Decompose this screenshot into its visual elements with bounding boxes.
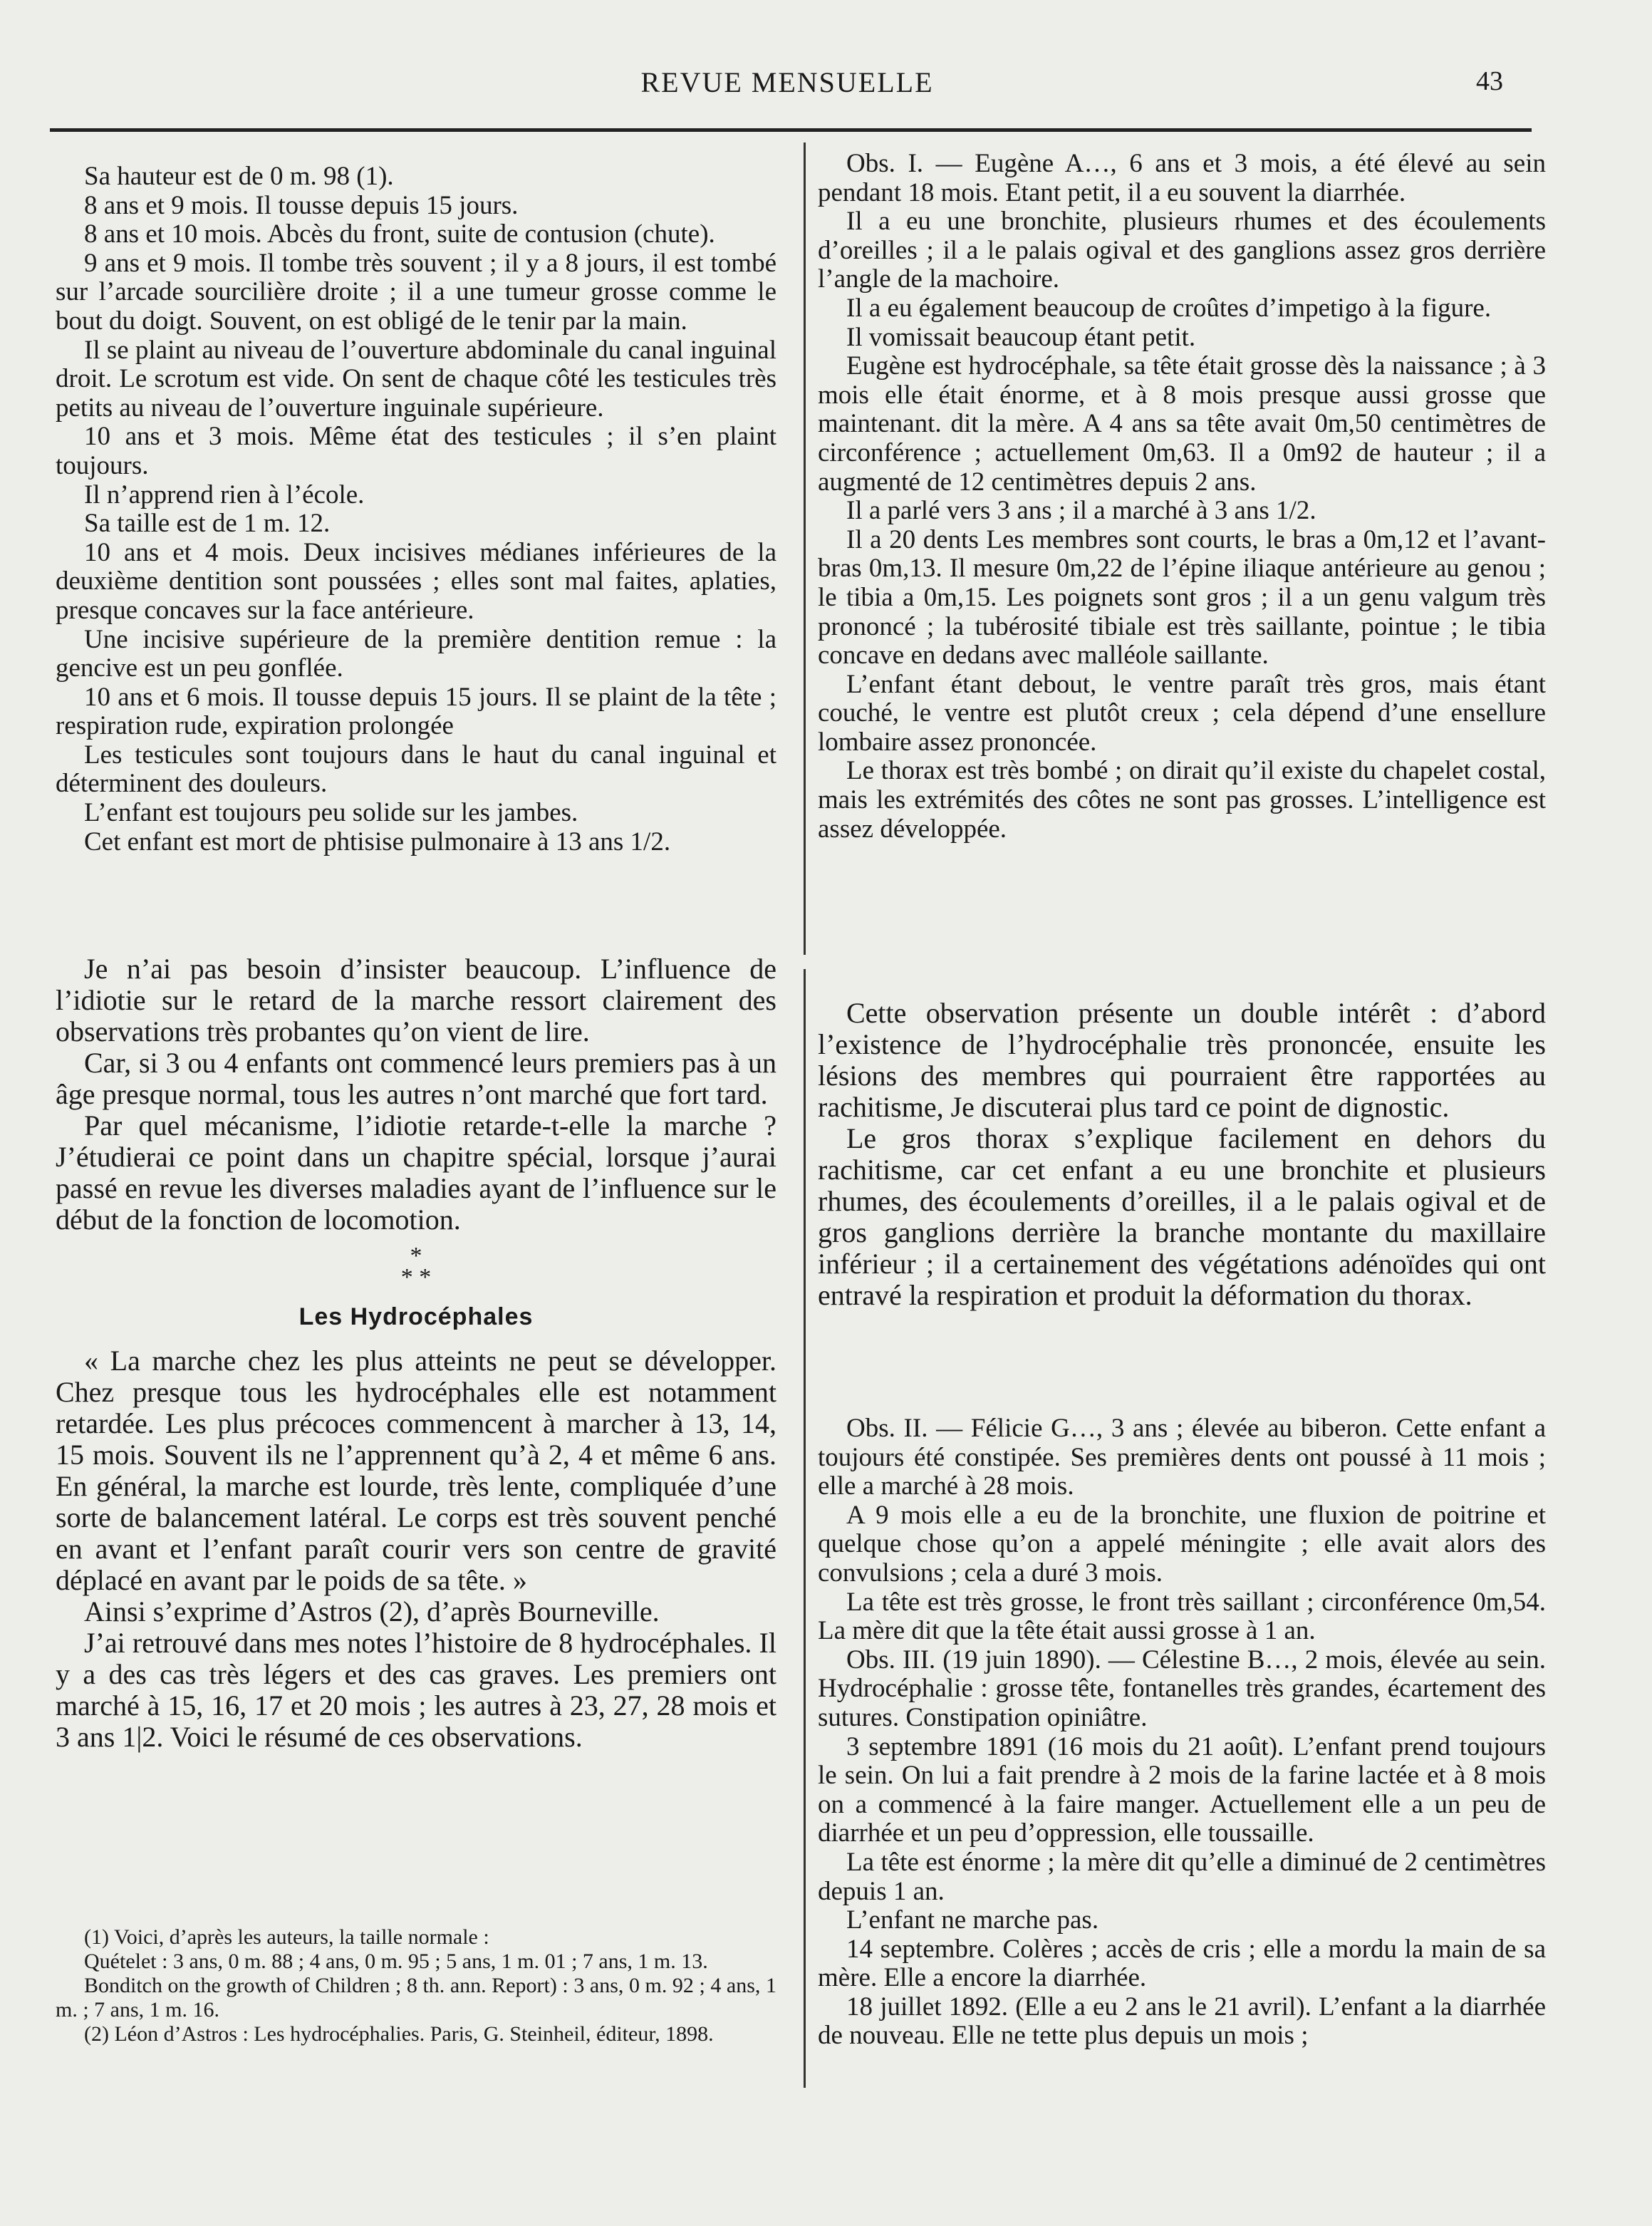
paragraph: Il n’apprend rien à l’école. <box>84 480 365 509</box>
section-heading: Les Hydrocéphales <box>298 1303 534 1330</box>
footnote: (1) Voici, d’après les auteurs, la taille normale : <box>84 1925 489 1949</box>
paragraph: J’ai retrouvé dans mes notes l’histoire de 8 hydrocéphales. Il y a des cas très légers et des cas graves. Les premiers ont marché à 15, 16, 17 et 20 mois ; les autres à 23, 27, 28 mois et 3 ans 1|2. Voici le résumé de ces observations. <box>56 1627 776 1753</box>
paragraph: Car, si 3 ou 4 enfants ont commencé leurs premiers pas à un âge presque normal, tous les autres n’ont marché que fort tard. <box>56 1047 776 1110</box>
paragraph: L’enfant ne marche pas. <box>846 1905 1099 1935</box>
paragraph: Par quel mécanisme, l’idiotie retarde-t-elle la marche ? J’étudierai ce point dans un chapitre spécial, lorsque j’aurai passé en revue les diverses maladies ayant de l’influence sur le début de la fonction de locomotion. <box>56 1109 776 1236</box>
paragraph: Les testicules sont toujours dans le haut du canal inguinal et déterminent des douleurs. <box>56 740 776 799</box>
paragraph: A 9 mois elle a eu de la bronchite, une fluxion de poitrine et quelque chose qu’on a appelé méningite ; elle avait alors des convulsions ; cela a duré 3 mois. <box>818 1500 1546 1588</box>
paragraph: La tête est énorme ; la mère dit qu’elle a diminué de 2 centimètres depuis 1 an. <box>818 1847 1546 1906</box>
paragraph: 10 ans et 6 mois. Il tousse depuis 15 jours. Il se plaint de la tête ; respiration rude, expiration prolongée <box>56 682 776 741</box>
page-header <box>57 66 1517 108</box>
page-number: 43 <box>1476 66 1503 96</box>
running-title: REVUE MENSUELLE <box>640 66 934 98</box>
column-rule <box>804 143 806 955</box>
paragraph: Sa taille est de 1 m. 12. <box>84 509 331 539</box>
paragraph: L’enfant est toujours peu solide sur les jambes. <box>84 798 578 828</box>
footnote: (2) Léon d’Astros : Les hydrocéphalies. Paris, G. Steinheil, éditeur, 1898. <box>84 2022 714 2046</box>
paragraph: Ainsi s’exprime d’Astros (2), d’après Bourneville. <box>84 1595 660 1627</box>
right-column <box>818 150 1546 844</box>
section-stars: * * * <box>400 1243 432 1290</box>
paragraph: Il se plaint au niveau de l’ouverture abdominale du canal inguinal droit. Le scrotum est vide. On sent de chaque côté les testicules très petits au niveau de l’ouverture inguinale supérieure. <box>56 335 776 423</box>
left-column <box>56 162 776 856</box>
paragraph: Il a 20 dents Les membres sont courts, le bras a 0m,12 et l’avant-bras 0m,13. Il mesure 0m,22 de l’épine iliaque antérieure au genou ; le tibia a 0m,15. Les poignets sont gros ; il a un genu valgum très prononcé ; la tubérosité tibiale est très saillante, pointue ; le tibia concave en dedans avec malléole saillante. <box>818 524 1546 671</box>
paragraph: Il a parlé vers 3 ans ; il a marché à 3 ans 1/2. <box>846 496 1316 526</box>
paragraph: Une incisive supérieure de la première dentition remue : la gencive est un peu gonflée. <box>56 624 776 683</box>
paragraph: Sa hauteur est de 0 m. 98 (1). <box>84 162 394 191</box>
footnote: Bonditch on the growth of Children ; 8 th. ann. Report) : 3 ans, 0 m. 92 ; 4 ans, 1 m. ; 7 ans, 1 m. 16. <box>56 1974 776 2021</box>
paragraph: Eugène est hydrocéphale, sa tête était grosse dès la naissance ; à 3 mois elle était énorme, et à 8 mois presque aussi grosse que maintenant. dit la mère. A 4 ans sa tête avait 0m,50 centimètres de circonférence ; actuellement 0m,63. Il a 0m92 de hauteur ; il a augmenté de 12 centimètres depuis 2 ans. <box>818 351 1546 497</box>
paragraph: 3 septembre 1891 (16 mois du 21 août). L’enfant prend toujours le sein. On lui a fait prendre à 2 mois de la farine lactée et à 8 mois on a commencé à la faire manger. Actuellement elle a un peu de diarrhée et un peu d’oppression, elle toussaille. <box>818 1731 1546 1848</box>
column-rule <box>804 969 806 2088</box>
paragraph: Il a eu également beaucoup de croûtes d’impetigo à la figure. <box>846 293 1492 323</box>
header-rule <box>50 128 1532 132</box>
paragraph: Je n’ai pas besoin d’insister beaucoup. L’influence de l’idiotie sur le retard de la marche ressort clairement des observations très probantes qu’on vient de lire. <box>56 953 776 1047</box>
paragraph: Il vomissait beaucoup étant petit. <box>846 322 1196 352</box>
paragraph: Obs. II. — Félicie G…, 3 ans ; élevée au biberon. Cette enfant a toujours été constipée. Ses premières dents ont poussé à 11 mois ; elle a marché à 28 mois. <box>818 1414 1546 1501</box>
paragraph: L’enfant étant debout, le ventre paraît très gros, mais étant couché, le ventre est plutôt creux ; cela dépend d’une ensellure lombaire assez prononcée. <box>818 669 1546 757</box>
paragraph: Obs. III. (19 juin 1890). — Célestine B…, 2 mois, élevée au sein. Hydrocéphalie : grosse tête, fontanelles très grandes, écartement des sutures. Constipation opiniâtre. <box>818 1645 1546 1732</box>
paragraph: Le gros thorax s’explique facilement en dehors du rachitisme, car cet enfant a eu une bronchite et plusieurs rhumes, des écoulements d’oreilles, il a le palais ogival et de gros ganglions derrière la branche montante du maxillaire inférieur ; il a certainement des végétations adénoïdes qui ont entravé la respiration et produit la déformation du thorax. <box>818 1122 1546 1311</box>
paragraph: 8 ans et 9 mois. Il tousse depuis 15 jours. <box>84 190 519 220</box>
paragraph: Cet enfant est mort de phtisise pulmonaire à 13 ans 1/2. <box>84 827 671 856</box>
paragraph: Obs. I. — Eugène A…, 6 ans et 3 mois, a été élevé au sein pendant 18 mois. Etant petit, il a eu souvent la diarrhée. <box>818 149 1546 207</box>
paragraph: « La marche chez les plus atteints ne peut se développer. Chez presque tous les hydrocéphales elle est notamment retardée. Les plus précoces commencent à marcher à 13, 14, 15 mois. Souvent ils ne l’apprennent qu’à 2, 4 et même 6 ans. En général, la marche est lourde, très lente, compliquée d’une sorte de balancement latéral. Le corps est très souvent penché en avant et l’enfant paraît courir vers son centre de gravité déplacé en avant par le poids de sa tête. » <box>56 1345 776 1596</box>
paragraph: 18 juillet 1892. (Elle a eu 2 ans le 21 avril). L’enfant a la diarrhée de nouveau. Elle ne tette plus depuis un mois ; <box>818 1992 1546 2051</box>
paragraph: 10 ans et 3 mois. Même état des testicules ; il s’en plaint toujours. <box>56 422 776 480</box>
paragraph: La tête est très grosse, le front très saillant ; circonférence 0m,54. La mère dit que la tête était aussi grosse à 1 an. <box>818 1587 1546 1646</box>
paragraph: Il a eu une bronchite, plusieurs rhumes et des écoulements d’oreilles ; il a le palais ogival et des ganglions assez gros derrière l’angle de la machoire. <box>818 207 1546 294</box>
paragraph: 9 ans et 9 mois. Il tombe très souvent ; il y a 8 jours, il est tombé sur l’arcade sourcilière droite ; il a une tumeur grosse comme le bout du doigt. Souvent, on est obligé de le tenir par la main. <box>56 248 776 336</box>
paragraph: Le thorax est très bombé ; on dirait qu’il existe du chapelet costal, mais les extrémités des côtes ne sont pas grosses. L’intelligence est assez développée. <box>818 756 1546 844</box>
right-observations <box>818 1414 1546 2051</box>
paragraph: Cette observation présente un double intérêt : d’abord l’existence de l’hydrocéphalie très prononcée, ensuite les lésions des membres qui pourraient être rapportées au rachitisme, Je discuterai plus tard ce point de dignostic. <box>818 997 1546 1123</box>
left-discussion <box>56 953 776 1753</box>
right-comment <box>818 998 1546 1311</box>
footnote: Quételet : 3 ans, 0 m. 88 ; 4 ans, 0 m. 95 ; 5 ans, 1 m. 01 ; 7 ans, 1 m. 13. <box>84 1950 708 1973</box>
paragraph: 8 ans et 10 mois. Abcès du front, suite de contusion (chute). <box>84 219 715 249</box>
footnotes <box>56 1925 776 2046</box>
paragraph: 14 septembre. Colères ; accès de cris ; elle a mordu la main de sa mère. Elle a encore la diarrhée. <box>818 1934 1546 1993</box>
paragraph: 10 ans et 4 mois. Deux incisives médianes inférieures de la deuxième dentition sont poussées ; elles sont mal faites, aplaties, presque concaves sur la face antérieure. <box>56 537 776 625</box>
